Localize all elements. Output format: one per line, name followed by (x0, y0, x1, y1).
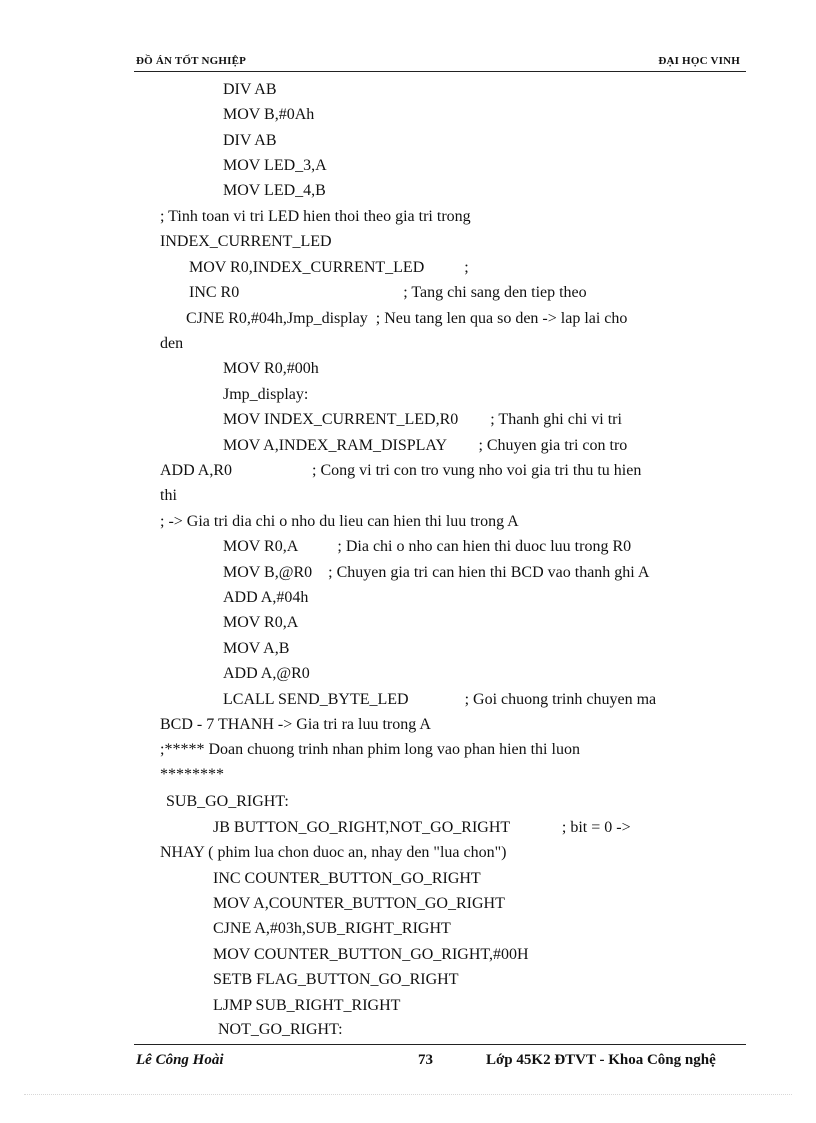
code-line: INC COUNTER_BUTTON_GO_RIGHT (213, 870, 481, 887)
code-line: MOV B,@R0 ; Chuyen gia tri can hien thi BCD vao thanh ghi A (223, 564, 650, 581)
header-rule (134, 71, 746, 72)
code-line: LCALL SEND_BYTE_LED ; Goi chuong trinh chuyen ma (223, 691, 657, 708)
footer-author: Lê Công Hoài (136, 1052, 224, 1068)
header-title-left: ĐỒ ÁN TỐT NGHIỆP (136, 55, 247, 67)
comment-line: ; -> Gia tri dia chi o nho du lieu can hien thi luu trong A (160, 513, 519, 530)
header-title-right: ĐẠI HỌC VINH (658, 55, 740, 67)
code-line: MOV R0,A ; Dia chi o nho can hien thi duoc luu trong R0 (223, 538, 632, 555)
code-line: INDEX_CURRENT_LED (160, 233, 332, 250)
code-line: NHAY ( phim lua chon duoc an, nhay den "lua chon") (160, 844, 507, 861)
code-line: INC R0 ; Tang chi sang den tiep theo (189, 284, 587, 301)
code-line: MOV A,B (223, 640, 290, 657)
code-line: MOV LED_4,B (223, 182, 326, 199)
code-line: DIV AB (223, 81, 277, 98)
code-label: NOT_GO_RIGHT: (218, 1021, 343, 1038)
code-line: den (160, 335, 184, 352)
code-line: DIV AB (223, 132, 277, 149)
code-line: MOV LED_3,A (223, 157, 327, 174)
footer-rule (134, 1044, 746, 1045)
comment-line: ******** (160, 766, 224, 783)
code-label: SUB_GO_RIGHT: (166, 793, 289, 810)
code-line: MOV R0,INDEX_CURRENT_LED ; (189, 259, 469, 276)
code-line: MOV R0,#00h (223, 360, 319, 377)
code-line: thi (160, 487, 177, 504)
page-number: 73 (418, 1052, 433, 1068)
code-line: ADD A,R0 ; Cong vi tri con tro vung nho voi gia tri thu tu hien (160, 462, 642, 479)
code-line: MOV B,#0Ah (223, 106, 315, 123)
page-bottom-divider (24, 1094, 792, 1095)
code-line: BCD - 7 THANH -> Gia tri ra luu trong A (160, 716, 431, 733)
code-line: MOV A,INDEX_RAM_DISPLAY ; Chuyen gia tri con tro (223, 437, 628, 454)
code-label: Jmp_display: (223, 386, 309, 403)
code-line: ADD A,@R0 (223, 665, 310, 682)
code-line: MOV R0,A (223, 614, 299, 631)
comment-line: ;***** Doan chuong trinh nhan phim long vao phan hien thi luon (160, 741, 580, 758)
code-line: CJNE R0,#04h,Jmp_display ; Neu tang len qua so den -> lap lai cho (186, 310, 628, 327)
code-line: MOV A,COUNTER_BUTTON_GO_RIGHT (213, 895, 505, 912)
code-line: MOV COUNTER_BUTTON_GO_RIGHT,#00H (213, 946, 529, 963)
code-line: JB BUTTON_GO_RIGHT,NOT_GO_RIGHT ; bit = 0 -> (213, 819, 631, 836)
code-line: SETB FLAG_BUTTON_GO_RIGHT (213, 971, 459, 988)
code-line: CJNE A,#03h,SUB_RIGHT_RIGHT (213, 920, 451, 937)
footer-class-info: Lớp 45K2 ĐTVT - Khoa Công nghệ (486, 1052, 716, 1068)
comment-line: ; Tinh toan vi tri LED hien thoi theo gia tri trong (160, 208, 471, 225)
code-line: LJMP SUB_RIGHT_RIGHT (213, 997, 401, 1014)
code-line: ADD A,#04h (223, 589, 309, 606)
code-line: MOV INDEX_CURRENT_LED,R0 ; Thanh ghi chi vi tri (223, 411, 622, 428)
